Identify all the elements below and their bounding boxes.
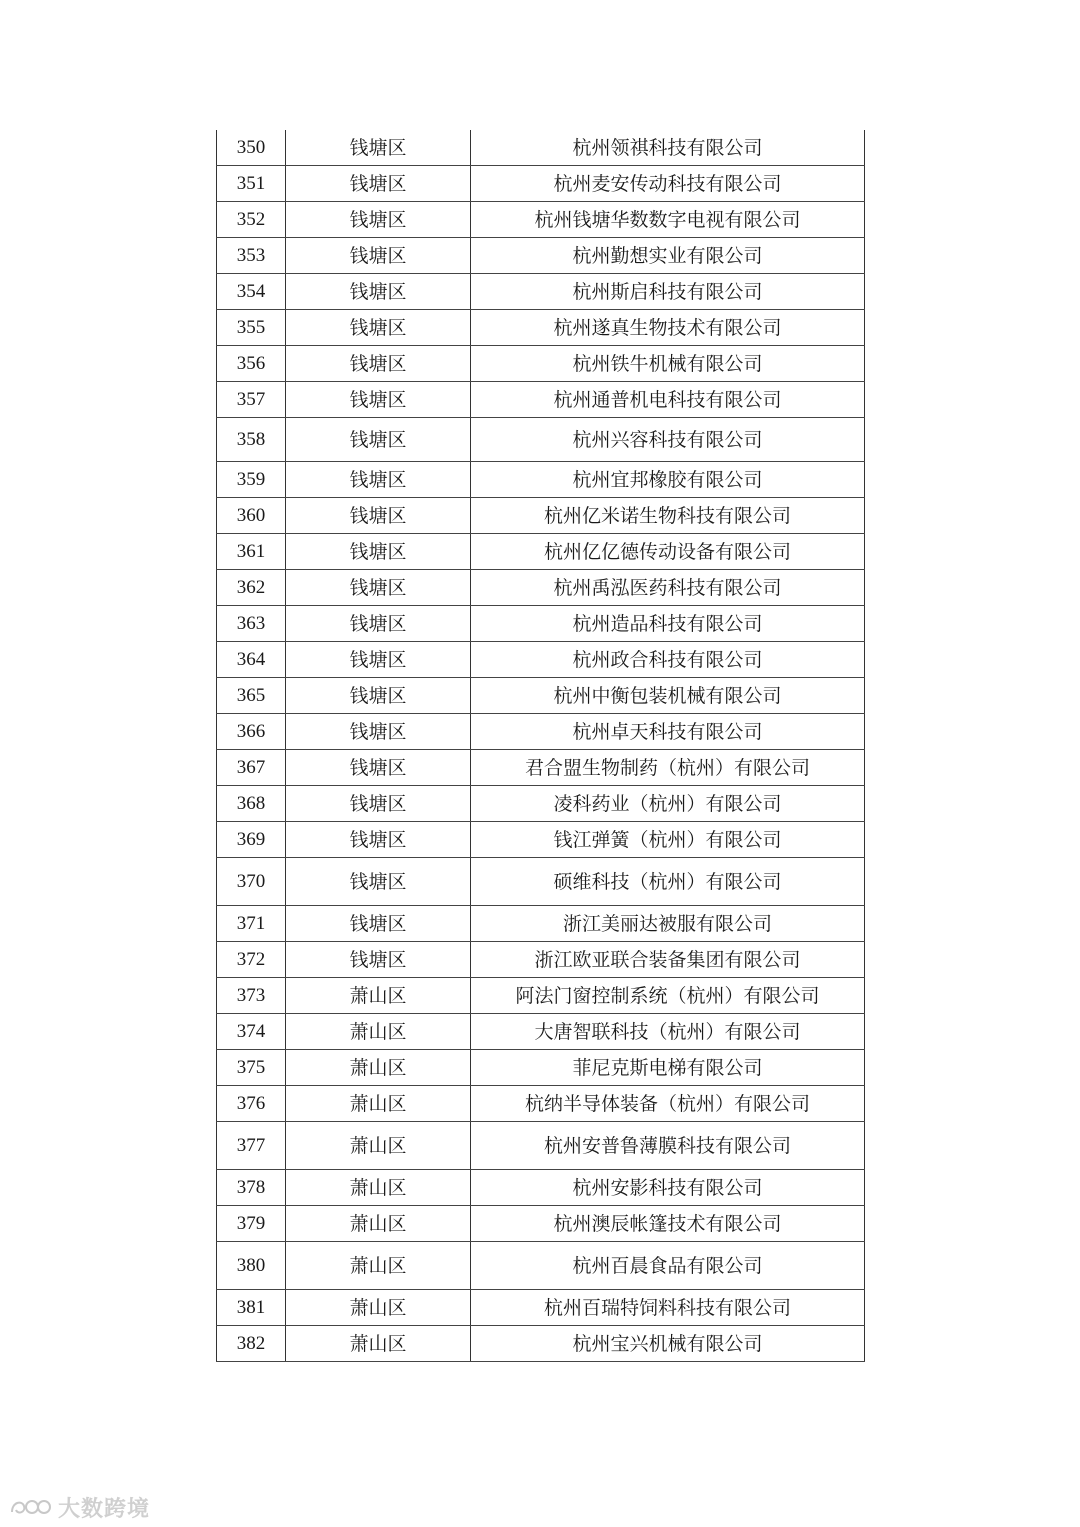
table-row (217, 906, 865, 942)
row-number: 367 (217, 750, 286, 786)
row-company: 阿法门窗控制系统（杭州）有限公司 (471, 978, 865, 1014)
row-district: 钱塘区 (286, 606, 471, 642)
row-district: 萧山区 (286, 1170, 471, 1206)
row-number: 372 (217, 942, 286, 978)
row-district: 萧山区 (286, 1290, 471, 1326)
row-company: 杭州领祺科技有限公司 (471, 130, 865, 166)
table-row (217, 498, 865, 534)
row-district: 萧山区 (286, 1122, 471, 1170)
table-row (217, 1242, 865, 1290)
table-row (217, 858, 865, 906)
row-district: 钱塘区 (286, 786, 471, 822)
table-row (217, 462, 865, 498)
table-row (217, 978, 865, 1014)
row-number: 364 (217, 642, 286, 678)
row-number: 357 (217, 382, 286, 418)
watermark-logo-icon (8, 1496, 54, 1518)
row-number: 363 (217, 606, 286, 642)
watermark (8, 1492, 150, 1522)
row-district: 钱塘区 (286, 534, 471, 570)
row-company: 君合盟生物制药（杭州）有限公司 (471, 750, 865, 786)
table-row (217, 750, 865, 786)
row-district: 钱塘区 (286, 346, 471, 382)
row-company: 杭州钱塘华数数字电视有限公司 (471, 202, 865, 238)
row-district: 钱塘区 (286, 418, 471, 462)
row-company: 杭州遂真生物技术有限公司 (471, 310, 865, 346)
row-district: 钱塘区 (286, 462, 471, 498)
table-row (217, 822, 865, 858)
row-district: 钱塘区 (286, 858, 471, 906)
row-number: 366 (217, 714, 286, 750)
table-row (217, 166, 865, 202)
row-company: 杭州造品科技有限公司 (471, 606, 865, 642)
row-district: 萧山区 (286, 978, 471, 1014)
row-district: 萧山区 (286, 1206, 471, 1242)
row-number: 368 (217, 786, 286, 822)
row-number: 352 (217, 202, 286, 238)
row-number: 375 (217, 1050, 286, 1086)
row-district: 钱塘区 (286, 382, 471, 418)
row-company: 杭州百瑞特饲料科技有限公司 (471, 1290, 865, 1326)
row-number: 362 (217, 570, 286, 606)
row-district: 钱塘区 (286, 238, 471, 274)
row-company: 杭州兴容科技有限公司 (471, 418, 865, 462)
row-number: 350 (217, 130, 286, 166)
row-district: 钱塘区 (286, 130, 471, 166)
row-company: 杭纳半导体装备（杭州）有限公司 (471, 1086, 865, 1122)
row-company: 杭州斯启科技有限公司 (471, 274, 865, 310)
row-company: 硕维科技（杭州）有限公司 (471, 858, 865, 906)
table-row (217, 202, 865, 238)
row-company: 杭州禹泓医药科技有限公司 (471, 570, 865, 606)
row-company: 杭州宜邦橡胶有限公司 (471, 462, 865, 498)
table-row (217, 1326, 865, 1362)
row-company: 杭州澳辰帐篷技术有限公司 (471, 1206, 865, 1242)
row-number: 371 (217, 906, 286, 942)
row-number: 373 (217, 978, 286, 1014)
row-district: 钱塘区 (286, 498, 471, 534)
row-company: 杭州通普机电科技有限公司 (471, 382, 865, 418)
row-district: 钱塘区 (286, 822, 471, 858)
table-row (217, 1206, 865, 1242)
row-number: 382 (217, 1326, 286, 1362)
row-number: 369 (217, 822, 286, 858)
row-number: 370 (217, 858, 286, 906)
row-company: 杭州安普鲁薄膜科技有限公司 (471, 1122, 865, 1170)
row-number: 378 (217, 1170, 286, 1206)
row-number: 365 (217, 678, 286, 714)
table-row (217, 1050, 865, 1086)
company-table-body (217, 130, 865, 1362)
row-company: 凌科药业（杭州）有限公司 (471, 786, 865, 822)
row-district: 萧山区 (286, 1242, 471, 1290)
row-company: 杭州政合科技有限公司 (471, 642, 865, 678)
row-company: 杭州麦安传动科技有限公司 (471, 166, 865, 202)
table-row (217, 418, 865, 462)
table-row (217, 382, 865, 418)
row-number: 377 (217, 1122, 286, 1170)
row-district: 钱塘区 (286, 274, 471, 310)
row-company: 浙江欧亚联合装备集团有限公司 (471, 942, 865, 978)
row-number: 380 (217, 1242, 286, 1290)
row-district: 钱塘区 (286, 714, 471, 750)
company-table (216, 130, 865, 1362)
row-company: 杭州百晨食品有限公司 (471, 1242, 865, 1290)
table-row (217, 130, 865, 166)
row-district: 钱塘区 (286, 750, 471, 786)
row-number: 353 (217, 238, 286, 274)
row-district: 萧山区 (286, 1014, 471, 1050)
row-number: 355 (217, 310, 286, 346)
table-row (217, 786, 865, 822)
table-row (217, 606, 865, 642)
row-district: 钱塘区 (286, 942, 471, 978)
row-district: 钱塘区 (286, 166, 471, 202)
row-number: 354 (217, 274, 286, 310)
table-row (217, 238, 865, 274)
row-company: 杭州亿米诺生物科技有限公司 (471, 498, 865, 534)
row-company: 钱江弹簧（杭州）有限公司 (471, 822, 865, 858)
row-number: 356 (217, 346, 286, 382)
row-number: 358 (217, 418, 286, 462)
row-district: 钱塘区 (286, 906, 471, 942)
row-company: 杭州宝兴机械有限公司 (471, 1326, 865, 1362)
table-row (217, 942, 865, 978)
table-row (217, 642, 865, 678)
row-number: 351 (217, 166, 286, 202)
row-number: 379 (217, 1206, 286, 1242)
row-company: 杭州铁牛机械有限公司 (471, 346, 865, 382)
table-row (217, 1086, 865, 1122)
row-district: 钱塘区 (286, 310, 471, 346)
row-district: 萧山区 (286, 1326, 471, 1362)
row-district: 钱塘区 (286, 642, 471, 678)
row-number: 359 (217, 462, 286, 498)
row-company: 菲尼克斯电梯有限公司 (471, 1050, 865, 1086)
row-district: 萧山区 (286, 1050, 471, 1086)
row-district: 钱塘区 (286, 202, 471, 238)
row-number: 361 (217, 534, 286, 570)
row-number: 381 (217, 1290, 286, 1326)
row-company: 杭州勤想实业有限公司 (471, 238, 865, 274)
table-row (217, 534, 865, 570)
row-district: 钱塘区 (286, 678, 471, 714)
row-company: 杭州卓天科技有限公司 (471, 714, 865, 750)
row-company: 杭州亿亿德传动设备有限公司 (471, 534, 865, 570)
row-company: 杭州中衡包装机械有限公司 (471, 678, 865, 714)
row-number: 376 (217, 1086, 286, 1122)
row-company: 大唐智联科技（杭州）有限公司 (471, 1014, 865, 1050)
table-row (217, 1014, 865, 1050)
table-row (217, 1170, 865, 1206)
table-row (217, 274, 865, 310)
row-district: 钱塘区 (286, 570, 471, 606)
table-row (217, 346, 865, 382)
table-row (217, 1122, 865, 1170)
row-number: 374 (217, 1014, 286, 1050)
table-row (217, 1290, 865, 1326)
watermark-text: 大数跨境 (58, 1496, 151, 1522)
table-row (217, 310, 865, 346)
table-row (217, 570, 865, 606)
table-row (217, 714, 865, 750)
row-company: 浙江美丽达被服有限公司 (471, 906, 865, 942)
row-district: 萧山区 (286, 1086, 471, 1122)
row-number: 360 (217, 498, 286, 534)
table-row (217, 678, 865, 714)
row-company: 杭州安影科技有限公司 (471, 1170, 865, 1206)
